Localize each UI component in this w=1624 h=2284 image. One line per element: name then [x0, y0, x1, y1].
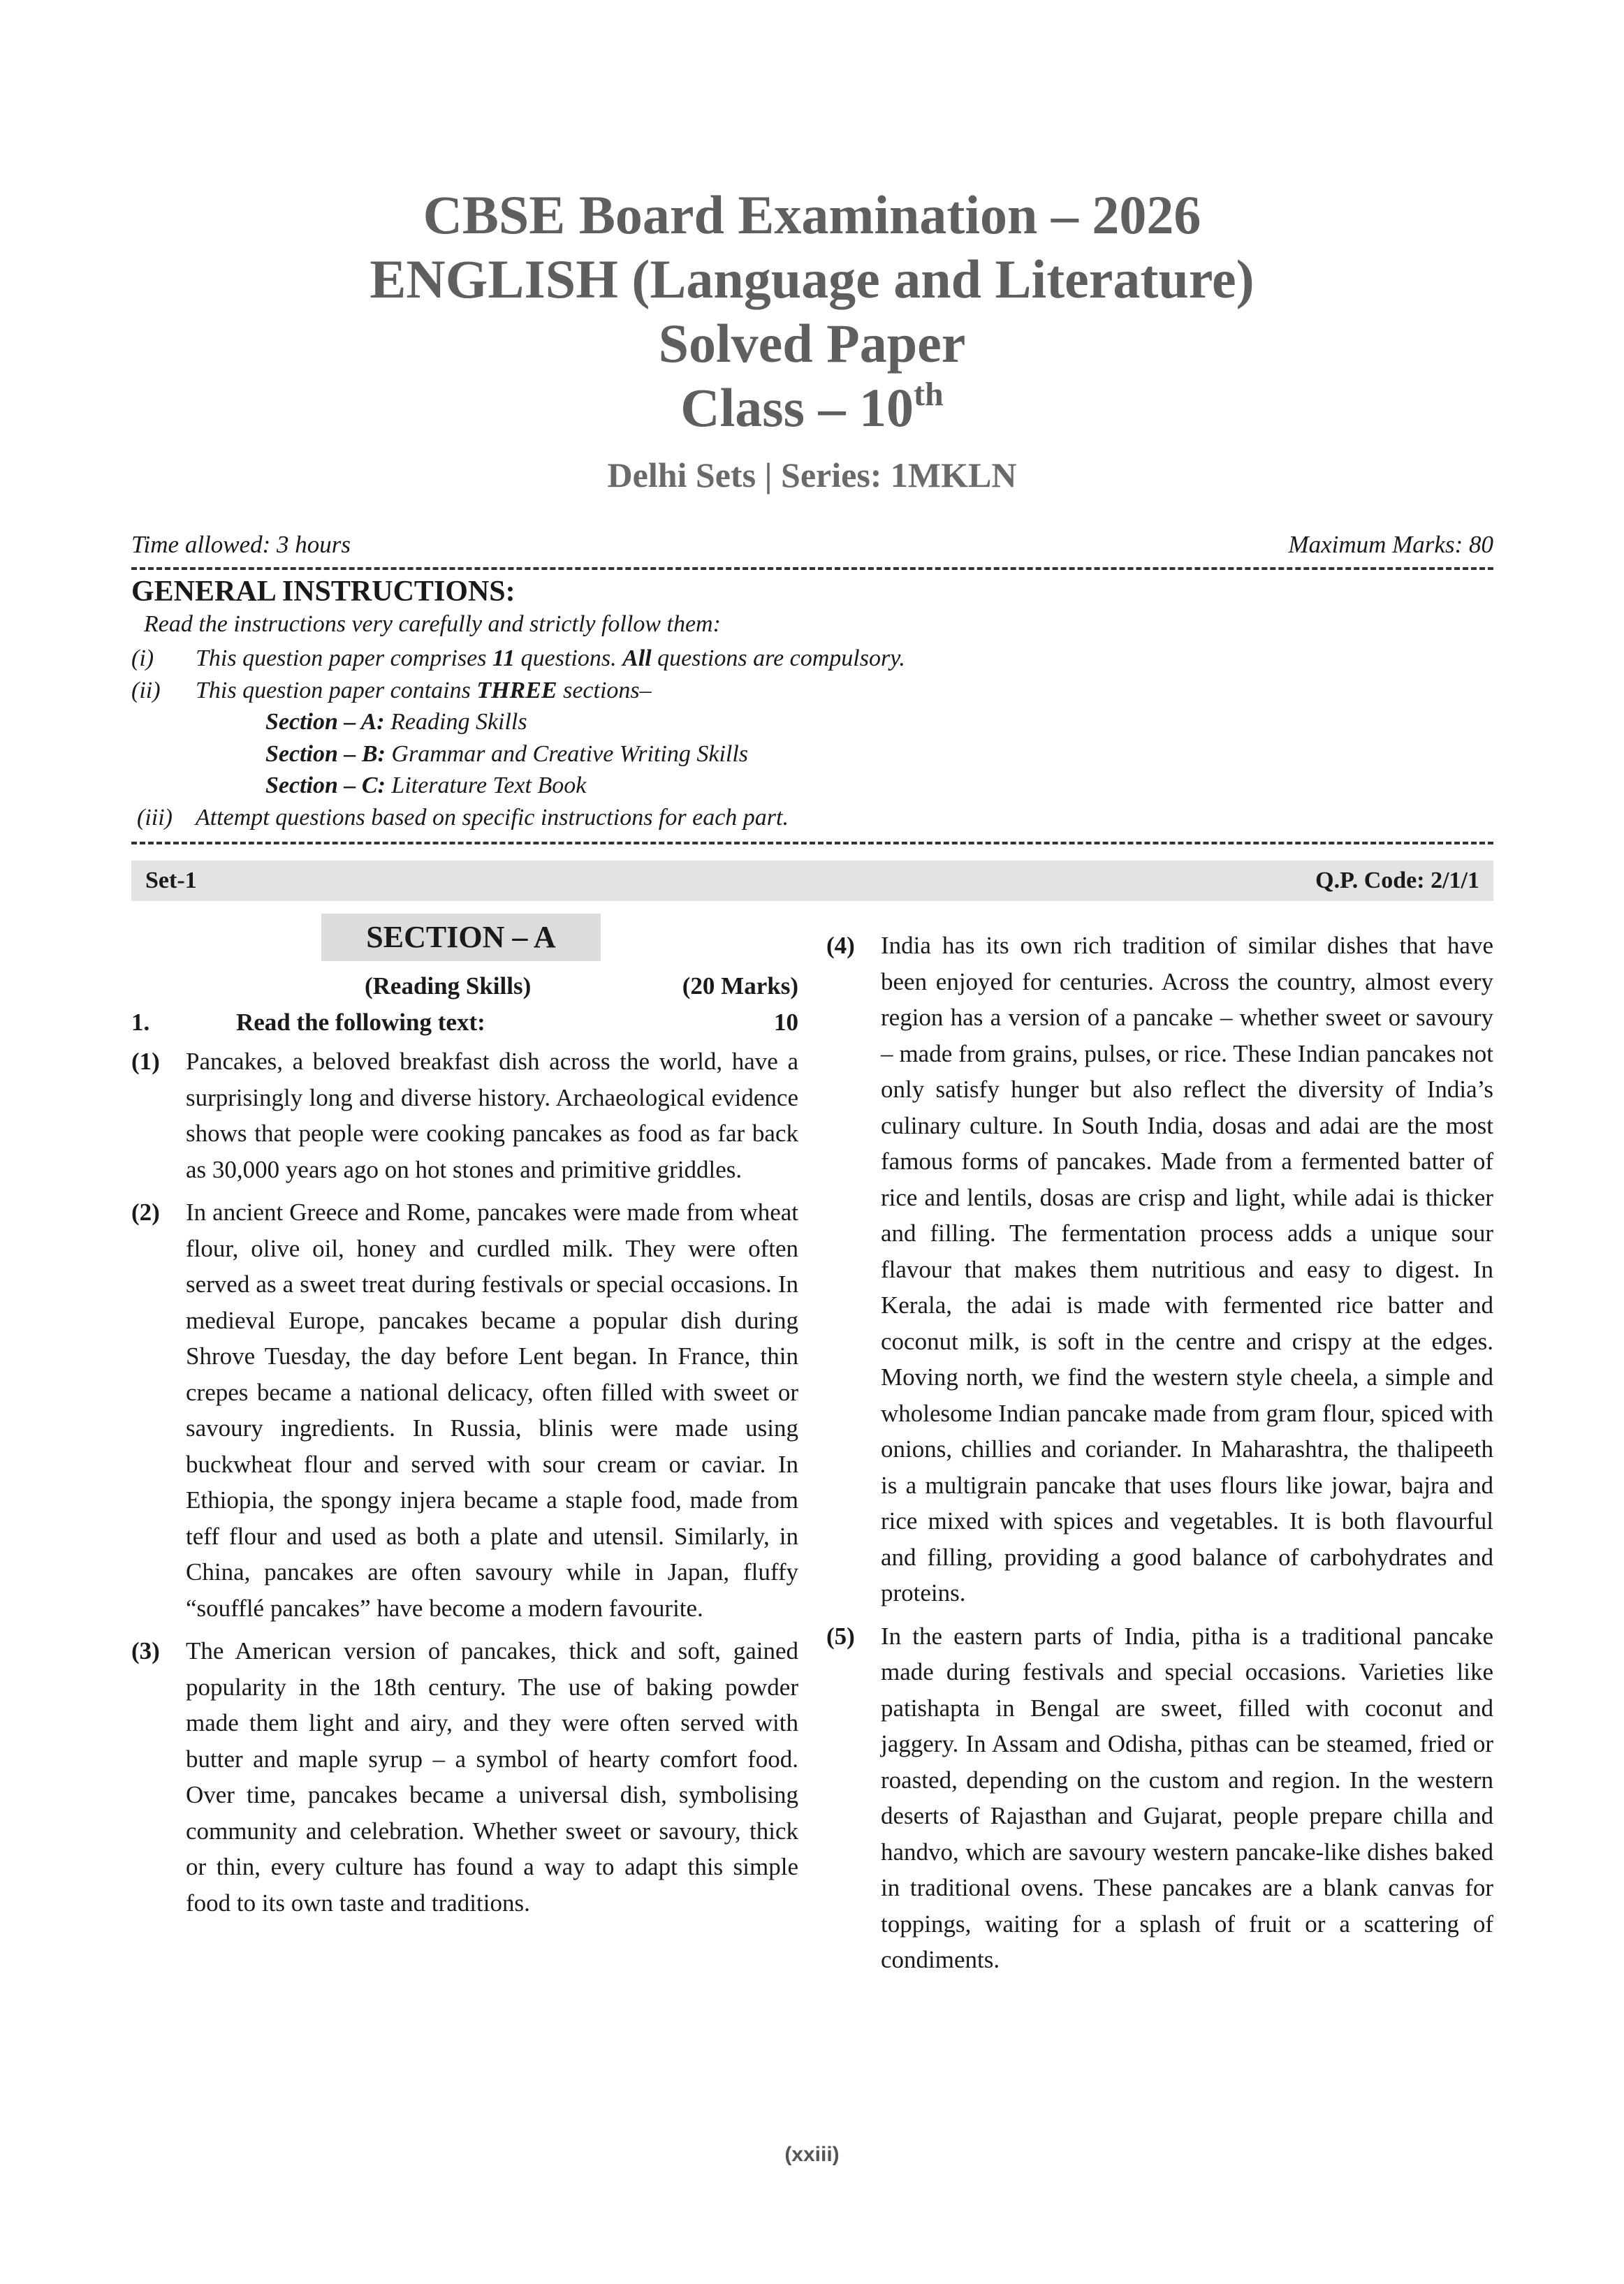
paragraph-number: (4) — [826, 932, 855, 959]
instruction-number: (iii) — [137, 804, 173, 830]
section-description: Grammar and Creative Writing Skills — [385, 740, 749, 767]
set-label: Set-1 — [145, 868, 197, 893]
instruction-text: questions. — [515, 645, 623, 671]
instructions-list — [133, 643, 1460, 833]
maximum-marks: Maximum Marks: 80 — [1288, 531, 1493, 558]
question-number: 1. — [131, 1009, 150, 1036]
passage-paragraph — [131, 1194, 798, 1626]
section-label: Section – C: — [265, 773, 386, 798]
passage-paragraph — [131, 1633, 798, 1921]
exam-title: CBSE Board Examination – 2026 — [423, 184, 1201, 245]
page-number: (xxiii) — [784, 2143, 840, 2166]
section-a-instruction — [133, 706, 1460, 738]
left-column — [131, 908, 798, 1928]
instruction-number: (i) — [131, 645, 154, 671]
section-label: Section – A: — [265, 709, 385, 735]
instruction-text: questions are compulsory. — [651, 645, 905, 671]
series-subtitle: Delhi Sets | Series: 1MKLN — [607, 455, 1017, 495]
qp-code: Q.P. Code: 2/1/1 — [1315, 868, 1479, 893]
paragraph-text: India has its own rich tradition of similar dishes that have been enjoyed for centuries. Across the country, almost every region has a version of a pancake – whether sweet or savoury – made from grains, pulses, or rice. These Indian pancakes not only satisfy hunger but also reflect the diversity of India’s culinary culture. In South India, dosas and adai are the most famous forms of pancakes. Made from a fermented batter of rice and lentils, dosas are crisp and light, while adai is thicker and filling. The fermentation process adds a unique sour flavour that makes them nutritious and easy to digest. In Kerala, the adai is made with fermented rice batter and coconut milk, is soft in the centre and crispy at the edges. Moving north, we find the western style cheela, a simple and wholesome Indian pancake made from gram flour, spiced with onions, chillies and coriander. In Maharashtra, the thalipeeth is a multigrain pancake that uses flours like jowar, bajra and rice mixed with spices and vegetables. It is both flavourful and filling, providing a good balance of carbohydrates and proteins. — [881, 932, 1493, 1606]
paragraph-text: The American version of pancakes, thick and soft, gained popularity in the 18th century. The use of baking powder made them light and airy, and they were often served with butter and maple syrup – a symbol of hearty comfort food. Over time, pancakes became a universal dish, symbolising community and celebration. Whether sweet or savoury, thick or thin, every culture has found a way to adapt this simple food to its own taste and traditions. — [186, 1637, 798, 1917]
paragraph-number: (5) — [826, 1622, 855, 1650]
passage-paragraph — [826, 928, 1493, 1611]
instruction-text: This question paper contains — [196, 677, 477, 703]
section-description: Literature Text Book — [385, 773, 587, 798]
paragraph-text: Pancakes, a beloved breakfast dish across the world, have a surprisingly long and diverse history. Archaeological evidence shows that people were cooking pancakes as food as far back as 30,000 years ago on hot stones and primitive griddles. — [186, 1048, 798, 1183]
paragraph-number: (3) — [131, 1637, 160, 1664]
section-label: Section – B: — [265, 740, 386, 767]
paragraph-text: In ancient Greece and Rome, pancakes were made from wheat flour, olive oil, honey and curdled milk. They were often served as a sweet treat during festivals or special occasions. In medieval Europe, pancakes became a popular dish during Shrove Tuesday, the day before Lent began. In France, thin crepes became a national delicacy, often filled with sweet or savoury ingredients. In Russia, blinis were made using buckwheat flour and served with sour cream or caviar. In Ethiopia, the spongy injera became a staple food, made from teff flour and used as both a plate and utensil. Similarly, in China, pancakes are often savoury while in Japan, fluffy “soufflé pancakes” have become a modern favourite. — [186, 1199, 798, 1622]
section-b-instruction — [133, 738, 1460, 770]
passage-paragraph — [131, 1044, 798, 1187]
section-subheading — [131, 965, 798, 1004]
right-column — [826, 908, 1493, 1985]
section-name: (Reading Skills) — [365, 972, 532, 1000]
paragraph-number: (2) — [131, 1199, 160, 1226]
paper-type-title: Solved Paper — [658, 313, 966, 374]
instruction-text: Attempt questions based on specific instructions for each part. — [196, 804, 789, 830]
section-description: Reading Skills — [384, 709, 527, 735]
question-line — [131, 1004, 798, 1044]
set-bar — [131, 861, 1493, 901]
time-allowed: Time allowed: 3 hours — [131, 531, 351, 558]
section-c-instruction — [133, 770, 1460, 802]
instruction-item — [133, 675, 1460, 707]
instruction-bold: 11 — [492, 645, 515, 671]
title-block — [0, 183, 1624, 496]
class-superscript: th — [914, 376, 944, 413]
passage-paragraph — [826, 1618, 1493, 1978]
class-base: Class – 10 — [680, 377, 914, 438]
instruction-bold: All — [622, 645, 652, 671]
subject-title: ENGLISH (Language and Literature) — [370, 249, 1254, 309]
dashed-divider — [131, 567, 1493, 570]
dashed-divider — [131, 842, 1493, 844]
paragraph-number: (1) — [131, 1048, 160, 1075]
instruction-item — [133, 643, 1460, 675]
instruction-number: (ii) — [131, 677, 161, 703]
question-text: Read the following text: — [236, 1009, 485, 1036]
instructions-intro: Read the instructions very carefully and strictly follow them: — [144, 611, 721, 637]
section-heading: SECTION – A — [321, 914, 601, 961]
class-title — [0, 376, 1624, 440]
section-marks: (20 Marks) — [682, 972, 798, 1000]
question-marks: 10 — [774, 1009, 798, 1036]
instruction-text: This question paper comprises — [196, 645, 492, 671]
instruction-item — [133, 802, 1460, 834]
instructions-heading: GENERAL INSTRUCTIONS: — [131, 576, 515, 608]
paragraph-text: In the eastern parts of India, pitha is a traditional pancake made during festivals and special occasions. Varieties like patishapta in Bengal are sweet, filled with coconut and jaggery. In Assam and Odisha, pithas can be steamed, fried or roasted, depending on the custom and region. In the western deserts of Rajasthan and Gujarat, people prepare chilla and handvo, which are savoury western pancake-like dishes baked in traditional ovens. These pancakes are a blank canvas for toppings, waiting for a splash of fruit or a scattering of condiments. — [881, 1622, 1493, 1973]
instruction-bold: THREE — [476, 677, 557, 703]
instruction-text: sections– — [557, 677, 652, 703]
meta-row — [131, 531, 1493, 559]
